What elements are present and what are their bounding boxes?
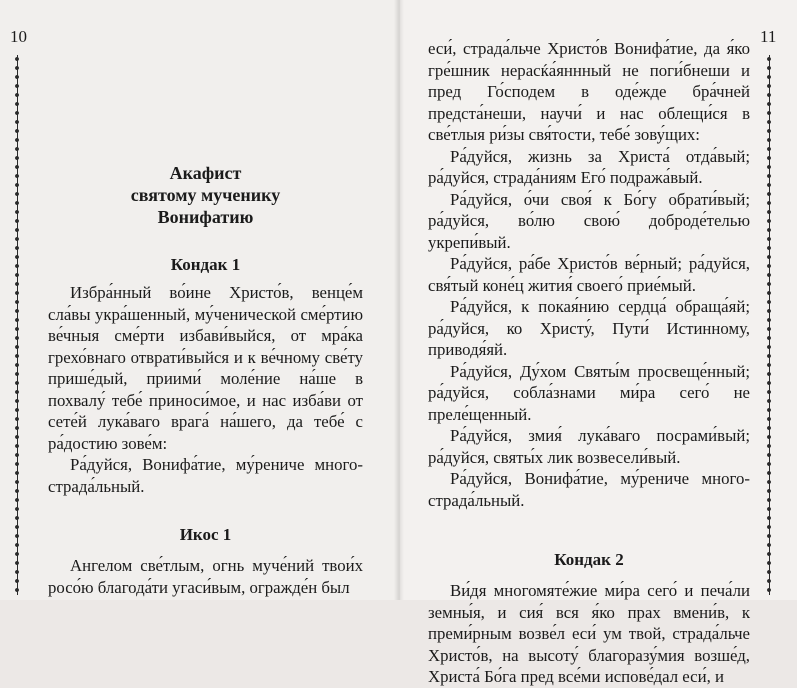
kondak-2-paragraph: Ви́дя многомяте́жие ми́ра сего́ и печа́ли земны́я, и сия́ вся я́ко прах вмени́в, к преми́рным возве́л еси́ ум твой, страда́льче Христо́в, на высоту́ благоразу́мия возше́д, Христа́ Бо́га пред все́ми испове́дал еси́, и bbox=[428, 581, 750, 686]
ornamental-border-left bbox=[13, 55, 21, 595]
left-page bbox=[0, 0, 398, 600]
ikos-1-refrain: Ра́дуйся, Вонифа́тие, му́рениче много-страда́льный. bbox=[428, 469, 750, 510]
rejoice-paragraph: Ра́дуйся, о́чи своя́ к Бо́гу обрати́вый; ра́дуйся, во́лю свою́ доброде́телью укрепи́вый. bbox=[428, 189, 750, 252]
akathist-title-line-3: Вонифатию bbox=[157, 207, 254, 227]
ikos-1-continuation: еси́, страда́льче Христо́в Вонифа́тие, да я́ко гре́шник нерасќа́яннный не поги́бнеши и пред Го́сподем в оде́жде бра́чней предста́неши, научи́ и нас облещи́ся в све́тлыя ри́зы свя́тости, тебе́ зову́щих: bbox=[428, 39, 750, 144]
rejoice-paragraph: Ра́дуйся, к покая́нию сердца́ обраща́яй; ра́дуйся, ко Христу́, Пути́ Истинному, приводя́яй. bbox=[428, 297, 750, 359]
right-page bbox=[398, 0, 797, 686]
kondak-1-paragraph: Избра́нный во́ине Христо́в, венце́м сла́вы укра́шенный, му́ченической сме́ртию ве́чныя сме́рти избави́выйся, от мра́ка грехо́внаго отврати́выйся и к ве́чному све́ту прише́дый, приими́ моле́ние на́ше в похвалу́ тебе́ приноси́мое, и нас изба́ви от сете́й лука́ваго врага́ на́шего, да тебе́ с ра́достию зове́м: bbox=[48, 283, 363, 453]
ornamental-border-right bbox=[765, 55, 773, 595]
left-page-text bbox=[48, 162, 363, 598]
page-number-right: 11 bbox=[760, 27, 777, 46]
page-number-left: 10 bbox=[10, 27, 27, 46]
rejoice-paragraph: Ра́дуйся, Ду́хом Святы́м просвеще́нный; ра́дуйся, собла́знами ми́ра сего́ не преле́щенный. bbox=[428, 361, 750, 424]
ikos-1-paragraph: Ангелом све́тлым, огнь муче́ний твои́х росо́ю благода́ти угаси́вым, огражде́н был bbox=[48, 556, 363, 597]
kondak-1-heading: Кондак 1 bbox=[170, 255, 241, 274]
kondak-2-heading: Кондак 2 bbox=[554, 550, 624, 569]
rejoice-paragraph: Ра́дуйся, змия́ лука́ваго посрами́вый; ра́дуйся, святы́х лик возвесели́вый. bbox=[428, 426, 750, 467]
book-gutter bbox=[394, 0, 404, 600]
ikos-1-heading: Икос 1 bbox=[179, 525, 232, 544]
akathist-title-line-1: Акафист bbox=[169, 163, 242, 183]
rejoice-paragraph: Ра́дуйся, жизнь за Христа́ отда́вый; ра́дуйся, страда́ниям Его́ подража́вый. bbox=[428, 146, 750, 187]
right-page-text bbox=[428, 38, 750, 688]
akathist-title-line-2: святому мученику bbox=[130, 185, 281, 205]
rejoice-paragraph: Ра́дуйся, ра́бе Христо́в ве́рный; ра́дуйся, свя́тый коне́ц жития́ своего́ прие́мый. bbox=[428, 254, 750, 295]
kondak-1-refrain: Ра́дуйся, Вонифа́тие, му́рениче много-страда́льный. bbox=[48, 455, 363, 496]
